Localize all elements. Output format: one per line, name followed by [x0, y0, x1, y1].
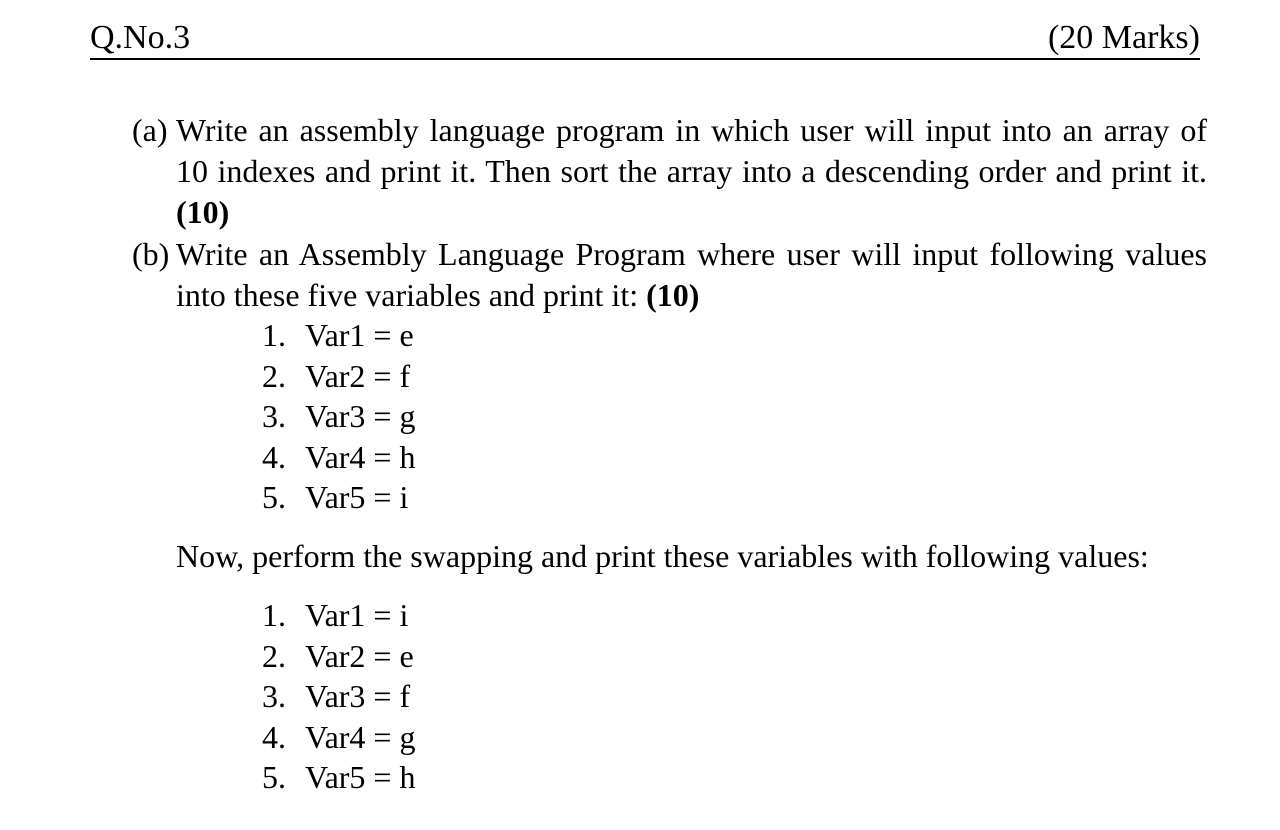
list-item-number: 1. — [262, 317, 286, 353]
part-b-text-block — [176, 234, 1207, 316]
list-item — [262, 437, 415, 478]
swap-instruction: Now, perform the swapping and print these variables with following values: — [176, 538, 1149, 574]
list-item-text: Var4 = g — [305, 718, 416, 755]
list-item — [262, 717, 415, 758]
list-item — [262, 356, 415, 397]
question-number: Q.No.3 — [90, 19, 191, 56]
list-item-text: Var5 = h — [305, 759, 416, 795]
part-a — [132, 110, 1207, 233]
list-item — [262, 477, 415, 518]
part-b-label: (b) — [132, 236, 170, 272]
list-item-text: Var1 = i — [305, 597, 409, 633]
list-item — [262, 757, 415, 798]
part-b — [132, 234, 1207, 316]
list-item — [262, 315, 415, 356]
list-item-text: Var3 = f — [305, 678, 411, 714]
input-values-list — [262, 315, 415, 518]
swapped-values-list — [262, 595, 415, 798]
part-a-label: (a) — [132, 112, 168, 148]
list-item-number: 4. — [262, 718, 286, 755]
part-a-text-block — [176, 110, 1207, 233]
list-item-text: Var5 = i — [305, 479, 409, 515]
list-item — [262, 595, 415, 636]
part-a-question: Write an assembly language program in which user will input into an array of 10 indexes and print it. Then sort the array into a descending order and print it. — [176, 112, 1207, 189]
list-item-number: 2. — [262, 357, 286, 394]
list-item-number: 2. — [262, 637, 286, 674]
list-item-number: 5. — [262, 759, 286, 795]
part-b-question: Write an Assembly Language Program where user will input following values into these five variables and print it: — [176, 236, 1207, 313]
list-item-number: 5. — [262, 479, 286, 515]
list-item-text: Var2 = f — [305, 357, 411, 394]
list-item — [262, 676, 415, 717]
list-item-number: 1. — [262, 597, 286, 633]
list-item-text: Var4 = h — [305, 438, 416, 475]
list-item-number: 3. — [262, 678, 286, 714]
list-item — [262, 636, 415, 677]
part-b-marks: (10) — [646, 277, 700, 313]
list-item-text: Var2 = e — [305, 637, 414, 674]
part-a-marks: (10) — [176, 194, 230, 230]
list-item-text: Var1 = e — [305, 317, 414, 353]
list-item-number: 4. — [262, 438, 286, 475]
list-item-text: Var3 = g — [305, 398, 416, 434]
list-item — [262, 396, 415, 437]
question-header — [90, 18, 1200, 60]
list-item-number: 3. — [262, 398, 286, 434]
total-marks: (20 Marks) — [1047, 19, 1200, 56]
